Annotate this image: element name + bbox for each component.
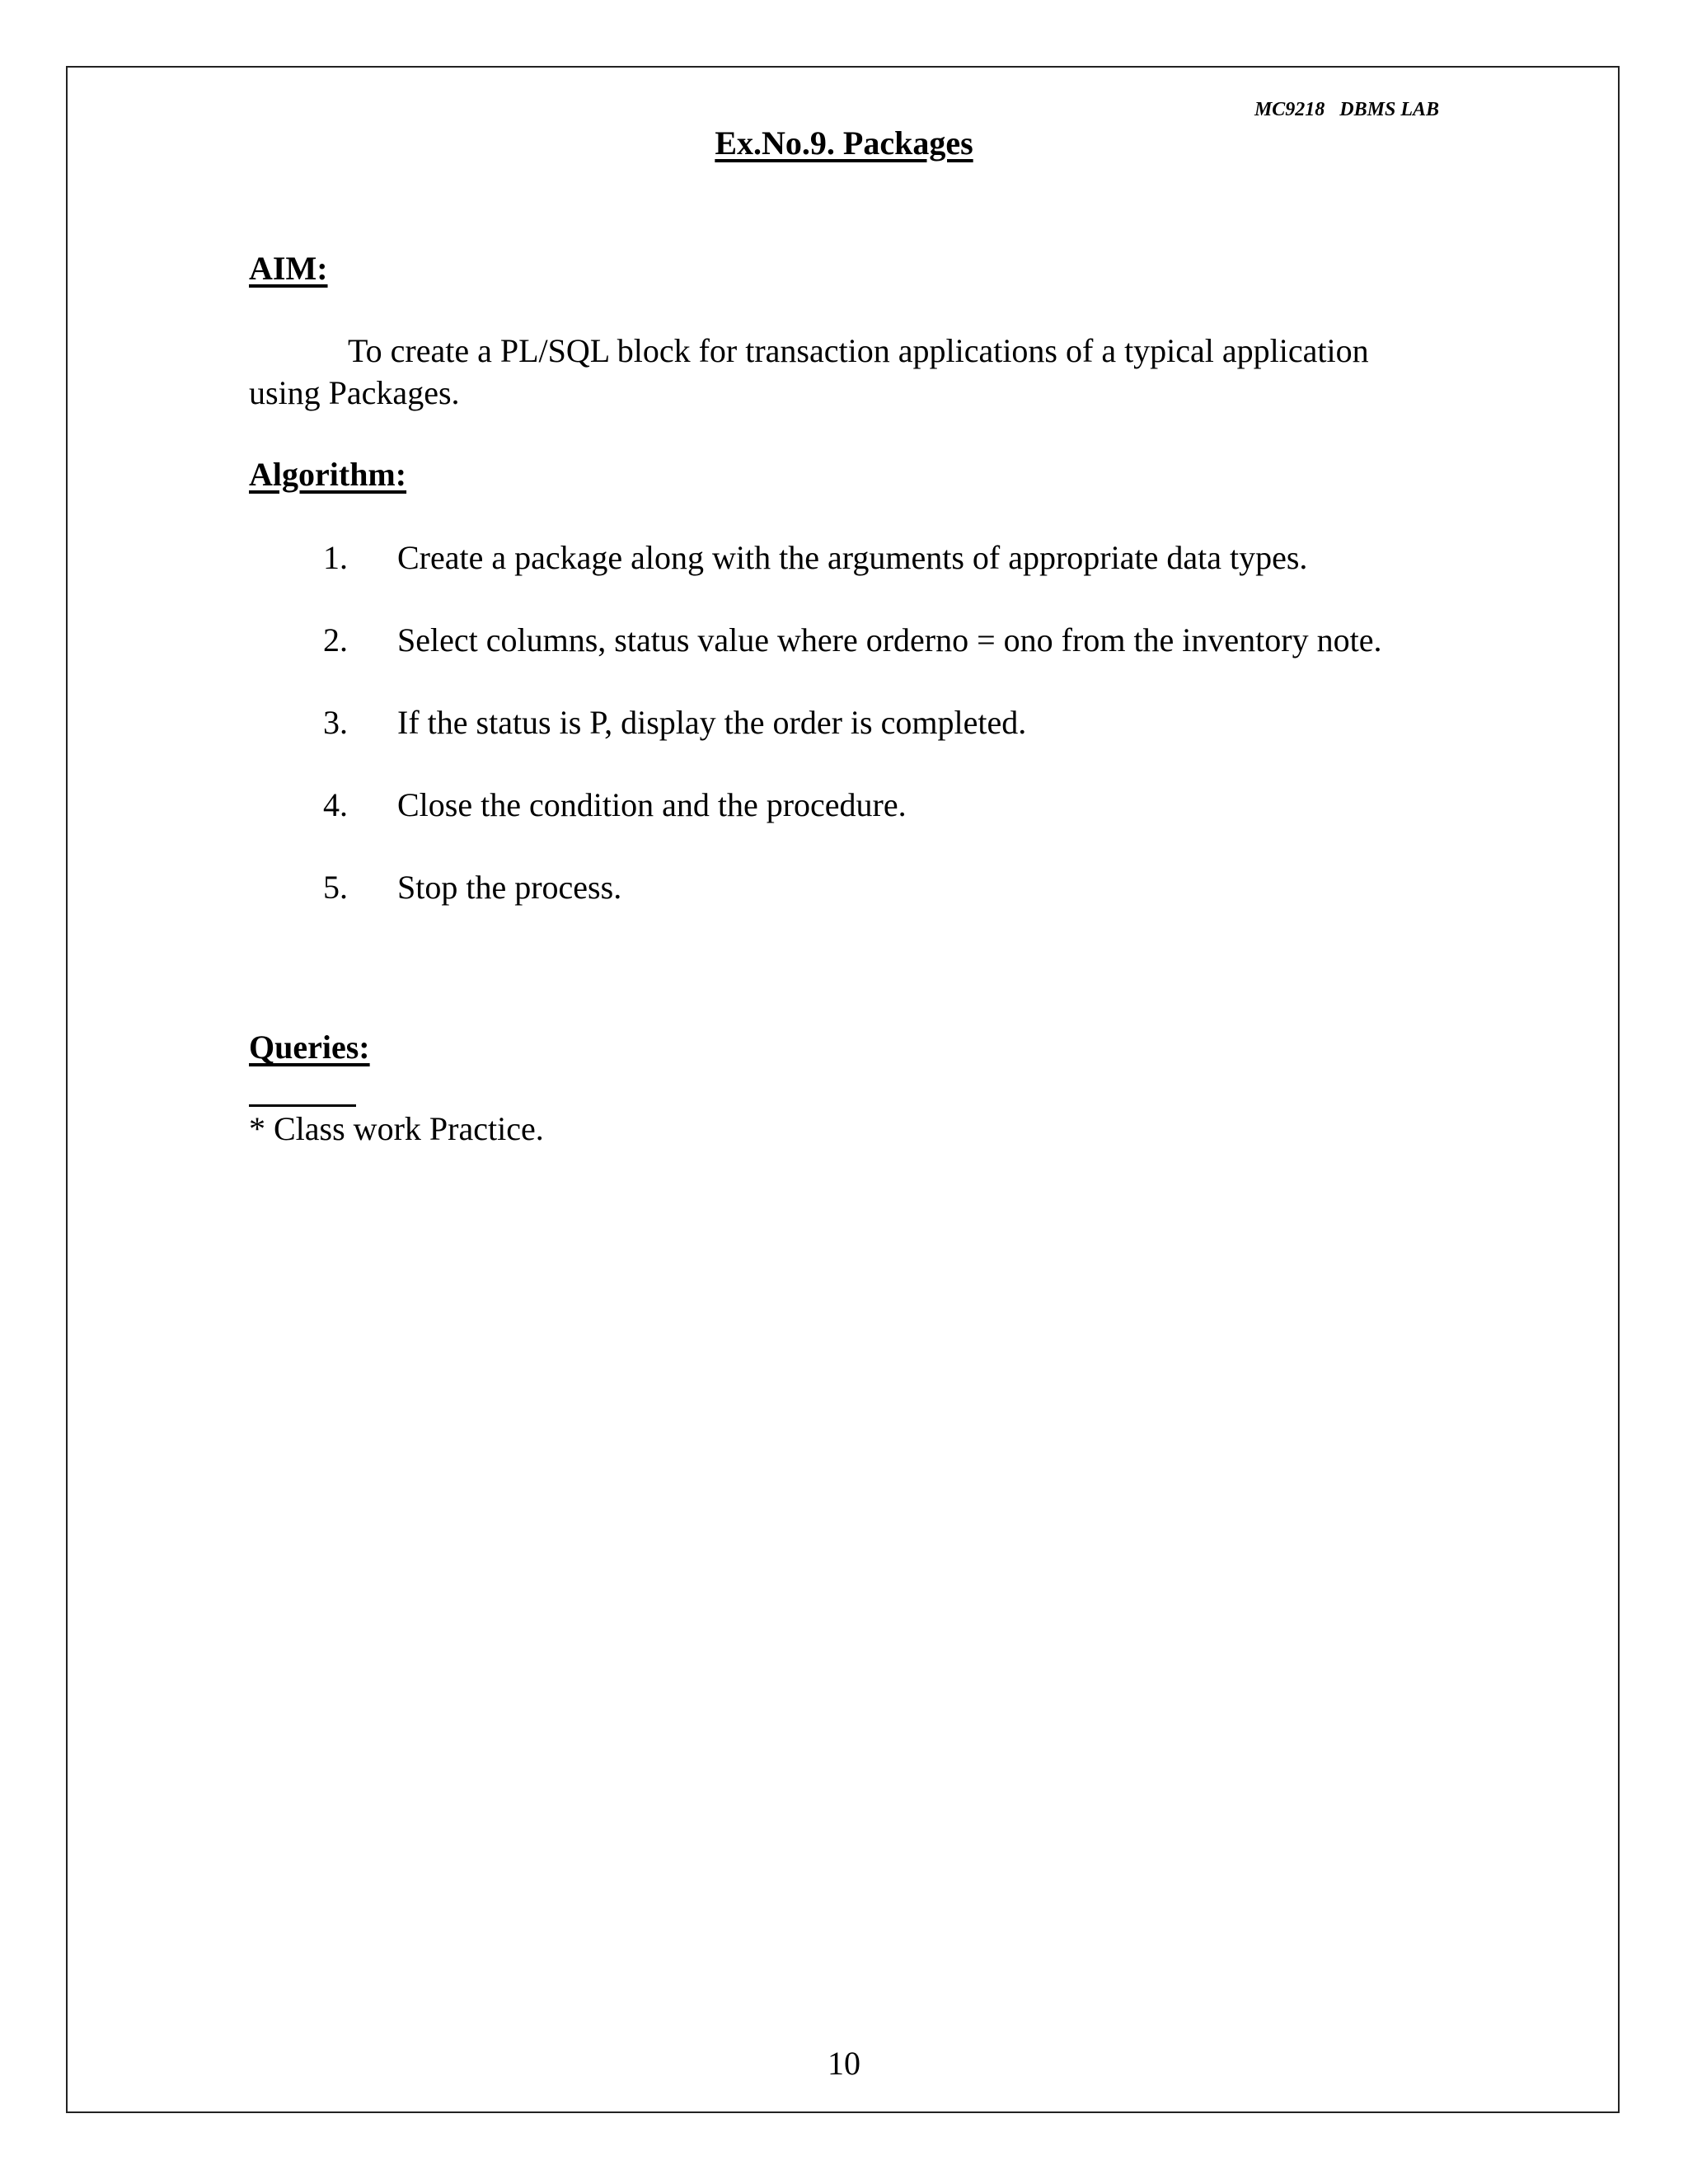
step-text: Stop the process. (397, 869, 622, 906)
step-number: 5. (323, 869, 348, 906)
step-number: 2. (323, 621, 348, 658)
algorithm-step (249, 620, 1419, 660)
algorithm-heading: Algorithm: (249, 456, 407, 493)
step-text: If the status is P, display the order is completed. (397, 704, 1027, 741)
page-number: 10 (828, 2045, 860, 2082)
step-number: 3. (323, 704, 348, 741)
step-number: 4. (323, 786, 348, 823)
page-title: Ex.No.9. Packages (715, 124, 973, 162)
algorithm-step (249, 785, 1419, 825)
algorithm-step (249, 867, 1419, 907)
algorithm-step (249, 537, 1419, 578)
aim-heading: AIM: (249, 250, 328, 287)
step-text: Close the condition and the procedure. (397, 786, 907, 823)
step-number: 1. (323, 539, 348, 576)
aim-text: To create a PL/SQL block for transaction applications of a typical application using Packages. (249, 332, 1369, 411)
underscore-divider (249, 1104, 356, 1107)
queries-heading: Queries: (249, 1029, 370, 1066)
queries-note: * Class work Practice. (249, 1110, 544, 1147)
step-text: Create a package along with the arguments of appropriate data types. (397, 539, 1308, 576)
algorithm-list (249, 537, 1419, 949)
course-label: MC9218 DBMS LAB (1254, 99, 1439, 120)
algorithm-step (249, 702, 1419, 743)
step-text: Select columns, status value where orderno = ono from the inventory note. (397, 621, 1382, 658)
